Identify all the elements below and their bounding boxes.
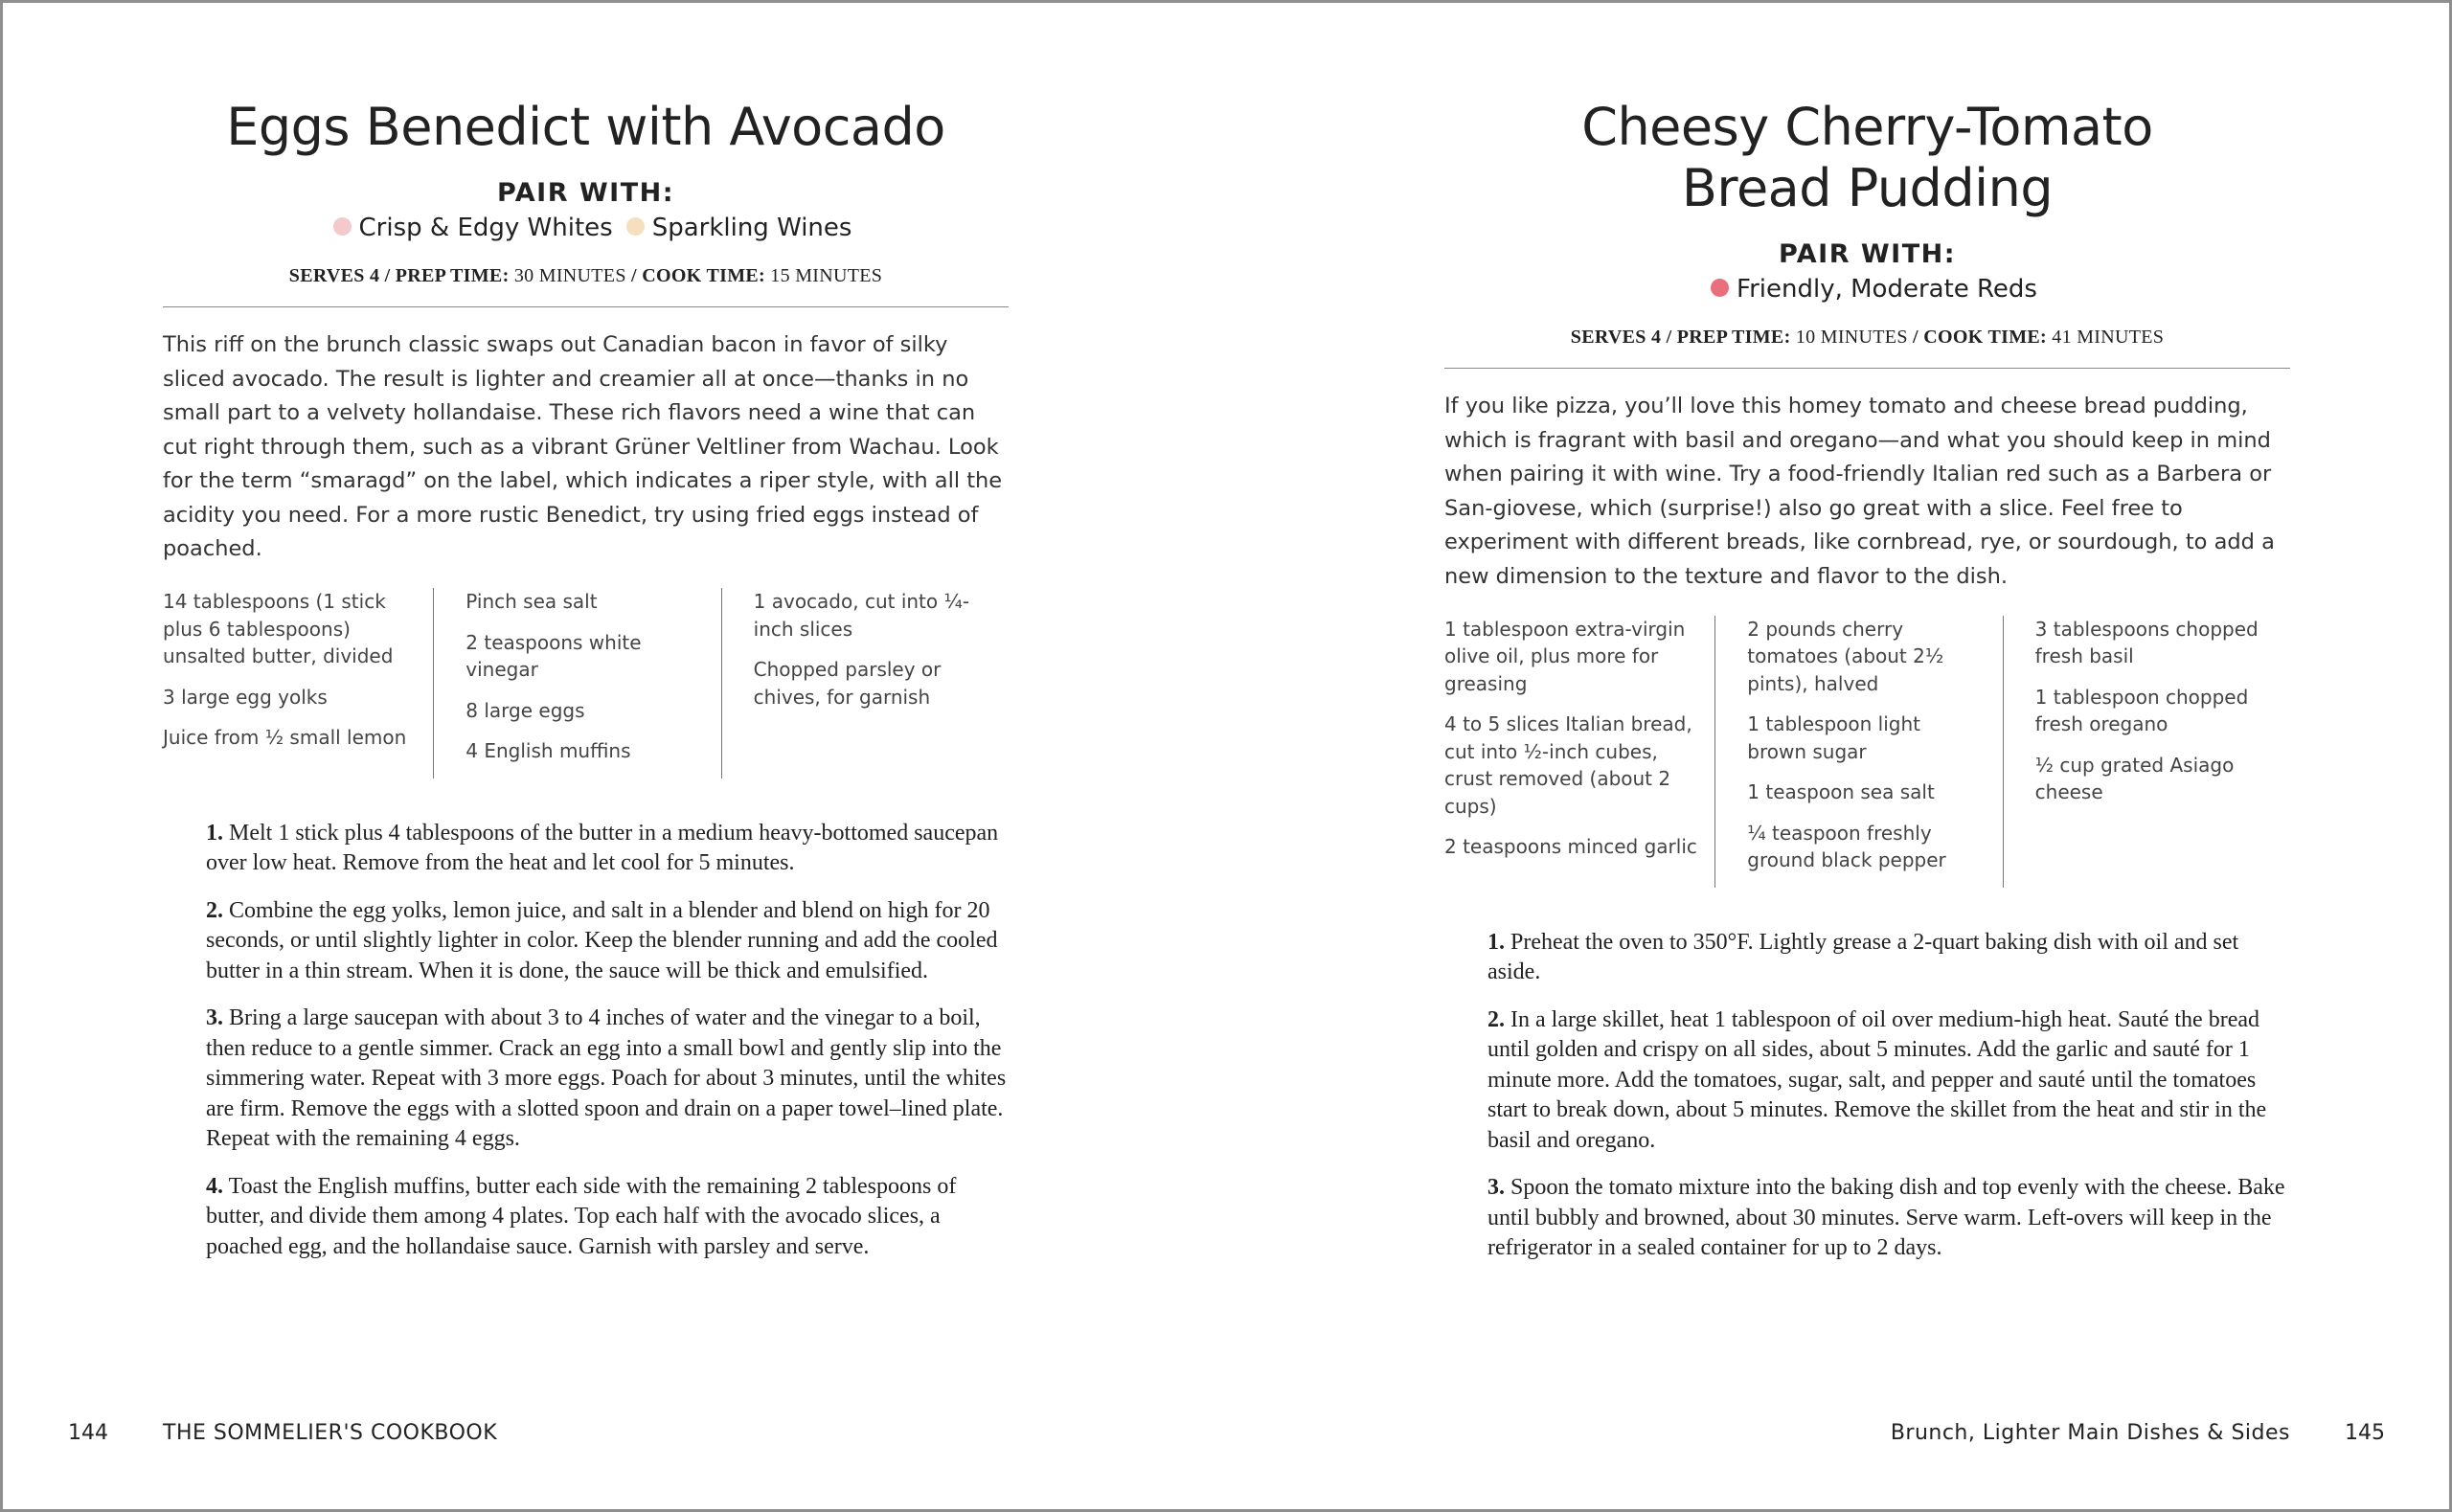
pairing-label: Sparkling Wines <box>651 214 852 242</box>
intro-paragraph: If you like pizza, you’ll love this homey tomato and cheese bread pudding, which is fragrant with basil and oregano—and what you should keep in mind when pairing it with wine. Try a food-friendly Italian red such as a Barbera or San-giovese, which (surprise!) also go great with a slice. Feel free to experiment with different breads, like cornbread, rye, or sourdough, to add a new dimension to the texture and flavor to the dish. <box>1444 394 2275 589</box>
ingredient-column <box>1714 616 2002 888</box>
step-number: 3. <box>206 1005 223 1030</box>
ingredient-list <box>163 588 1009 779</box>
ingredient-column <box>163 588 433 779</box>
page-number: 145 <box>2345 1421 2385 1445</box>
left-page <box>3 3 1226 1509</box>
ingredient-item: 1 teaspoon sea salt <box>1747 780 1935 803</box>
right-recipe <box>1444 97 2290 1281</box>
ingredient-item: 4 to 5 slices Italian bread, cut into ½-inch cubes, crust removed (about 2 cups) <box>1444 712 1692 818</box>
pair-with-label: PAIR WITH: <box>1778 239 1957 269</box>
step-number: 1. <box>206 820 223 846</box>
ingredient-column <box>433 588 720 779</box>
step-text: Spoon the tomato mixture into the baking dish and top evenly with the cheese. Bake until bubbly and browned, about 30 minutes. Serve warm. Left-overs will keep in the refrigerator in a sealed container for up to 2 days. <box>1487 1175 2285 1260</box>
prep-label: PREP TIME: <box>1676 327 1791 348</box>
left-recipe <box>163 97 1009 1279</box>
method-step <box>1487 928 2290 988</box>
step-text: Melt 1 stick plus 4 tablespoons of the butter in a medium heavy-bottomed saucepan over low heat. Remove from the heat and let cool for 5 minutes. <box>206 820 999 875</box>
step-number: 2. <box>206 897 223 923</box>
cook-label: COOK TIME: <box>1923 327 2047 348</box>
method-steps <box>163 819 1009 1263</box>
cook-value: 41 MINUTES <box>2052 327 2165 348</box>
pairing-dot-icon <box>333 217 352 236</box>
step-number: 3. <box>1487 1175 1505 1200</box>
ingredient-column <box>721 588 1009 779</box>
wine-pairings <box>163 212 1009 244</box>
serves-label: SERVES 4 <box>1570 327 1662 348</box>
divider <box>163 306 1009 307</box>
recipe-meta: SERVES 4 / PREP TIME: 30 MINUTES / COOK TIME: 15 MINUTES <box>288 265 883 286</box>
step-text: In a large skillet, heat 1 tablespoon of oil over medium-high heat. Sauté the bread until golden and crispy on all sides, about 5 minutes. Add the garlic and sauté for 1 minute more. Add the tomatoes, sugar, salt, and pepper and sauté until the tomatoes start to break down, about 5 minutes. Remove the skillet from the heat and stir in the basil and oregano. <box>1487 1006 2267 1153</box>
right-page <box>1226 3 2449 1509</box>
ingredient-item: 4 English muffins <box>465 739 631 762</box>
page-number: 144 <box>68 1421 108 1445</box>
ingredient-item: Pinch sea salt <box>465 590 598 613</box>
recipe-title: Eggs Benedict with Avocado <box>226 97 945 157</box>
recipe-title <box>1444 97 2290 219</box>
ingredient-item: 1 tablespoon extra-virgin olive oil, plus more for greasing <box>1444 617 1686 695</box>
running-head: Brunch, Lighter Main Dishes & Sides <box>1890 1421 2290 1445</box>
ingredient-item: ½ cup grated Asiago cheese <box>2034 753 2235 803</box>
step-text: Bring a large saucepan with about 3 to 4 inches of water and the vinegar to a boil, then reduce to a gentle simmer. Crack an egg into a small bowl and gently slip into the simmering water. Repeat with 3 more eggs. Poach for about 3 minutes, until the whites are firm. Remove the eggs with a slotted spoon and drain on a paper towel–lined plate. Repeat with the remaining 4 eggs. <box>206 1005 1007 1151</box>
step-text: Preheat the oven to 350°F. Lightly grease a 2-quart baking dish with oil and set aside. <box>1487 929 2239 984</box>
ingredient-item: Chopped parsley or chives, for garnish <box>753 658 942 709</box>
title-line: Bread Pudding <box>1681 158 2054 218</box>
book-spread <box>3 3 2449 1509</box>
serves-label: SERVES 4 <box>288 265 380 286</box>
method-step <box>206 896 1009 987</box>
method-step <box>206 819 1009 879</box>
title-line: Cheesy Cherry-Tomato <box>1581 97 2153 157</box>
pairing-label: Crisp & Edgy Whites <box>358 214 613 242</box>
ingredient-column <box>2003 616 2290 888</box>
cook-value: 15 MINUTES <box>770 265 883 286</box>
ingredient-item: 2 pounds cherry tomatoes (about 2½ pints), halved <box>1747 617 1944 695</box>
step-number: 1. <box>1487 929 1505 955</box>
step-number: 2. <box>1487 1006 1505 1032</box>
recipe-meta: SERVES 4 / PREP TIME: 10 MINUTES / COOK TIME: 41 MINUTES <box>1570 327 2165 348</box>
method-step <box>1487 1005 2290 1157</box>
wine-pairings <box>1444 273 2290 305</box>
pairing-dot-icon <box>626 217 645 236</box>
method-step <box>206 1004 1009 1155</box>
ingredient-item: 1 tablespoon chopped fresh oregano <box>2034 685 2249 735</box>
method-steps <box>1444 928 2290 1264</box>
ingredient-item: Juice from ½ small lemon <box>163 726 407 749</box>
ingredient-column <box>1444 616 1714 888</box>
prep-value: 10 MINUTES <box>1795 327 1908 348</box>
pair-with-label: PAIR WITH: <box>496 178 675 208</box>
pairing-label: Friendly, Moderate Reds <box>1737 275 2037 304</box>
intro-paragraph: This riff on the brunch classic swaps out Canadian bacon in favor of silky sliced avocado. The result is lighter and creamier all at once—thanks in no small part to a velvety hollandaise. These rich flavors need a wine that can cut right through them, such as a vibrant Grüner Veltliner from Wachau. Look for the term “smaragd” on the label, which indicates a riper style, with all the acidity you need. For a more rustic Benedict, try using fried eggs instead of poached. <box>163 332 1003 561</box>
ingredient-item: 14 tablespoons (1 stick plus 6 tablespoons) unsalted butter, divided <box>163 590 394 667</box>
prep-label: PREP TIME: <box>395 265 510 286</box>
ingredient-item: 2 teaspoons white vinegar <box>465 630 642 681</box>
cook-label: COOK TIME: <box>642 265 765 286</box>
running-head: THE SOMMELIER'S COOKBOOK <box>163 1421 498 1445</box>
ingredient-item: 3 tablespoons chopped fresh basil <box>2034 617 2259 667</box>
divider <box>1444 368 2290 369</box>
method-step <box>206 1172 1009 1263</box>
ingredient-item: 2 teaspoons minced garlic <box>1444 835 1697 858</box>
prep-value: 30 MINUTES <box>513 265 626 286</box>
step-text: Toast the English muffins, butter each side with the remaining 2 tablespoons of butter, and divide them among 4 plates. Top each half with the avocado slices, a poached egg, and the hollandaise sauce. Garnish with parsley and serve. <box>206 1173 957 1259</box>
ingredient-list <box>1444 616 2290 888</box>
ingredient-item: ¼ teaspoon freshly ground black pepper <box>1747 821 1946 871</box>
ingredient-item: 8 large eggs <box>465 698 585 722</box>
ingredient-item: 1 avocado, cut into ¼-inch slices <box>753 590 970 641</box>
method-step <box>1487 1173 2290 1264</box>
step-text: Combine the egg yolks, lemon juice, and salt in a blender and blend on high for 20 seconds, or until slightly lighter in color. Keep the blender running and add the cooled butter in a thin stream. When it is done, the sauce will be thick and emulsified. <box>206 897 998 983</box>
pairing-dot-icon <box>1711 279 1729 297</box>
step-number: 4. <box>206 1173 223 1199</box>
ingredient-item: 1 tablespoon light brown sugar <box>1747 712 1920 763</box>
ingredient-item: 3 large egg yolks <box>163 685 328 709</box>
